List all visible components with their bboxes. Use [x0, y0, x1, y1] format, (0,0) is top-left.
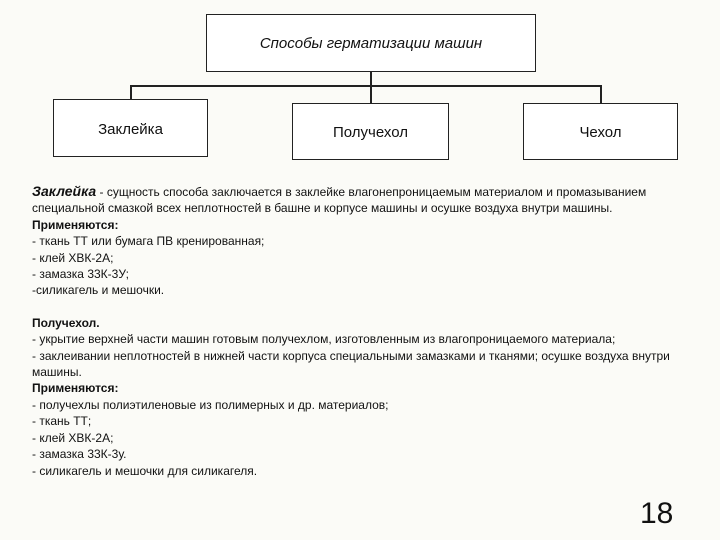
section1-intro-paragraph: [32, 183, 682, 217]
diagram-box-zakleika: [53, 99, 208, 157]
list-item: -силикагель и мешочки.: [32, 283, 165, 298]
page-number: 18: [640, 497, 674, 530]
connector-to-zakleika: [130, 85, 132, 99]
section2-line: - укрытие верхней части машин готовым получехлом, изготовленным из влагопроницаемого материала;: [32, 332, 616, 347]
diagram-box-label: Заклейка: [98, 121, 163, 138]
connector-horizontal: [130, 85, 601, 87]
connector-to-chehol: [600, 85, 602, 103]
list-item: - замазка 33К-3у.: [32, 447, 127, 462]
diagram-box-label: Получехол: [333, 124, 408, 141]
diagram-box-label: Чехол: [579, 124, 622, 141]
section2-line: - заклеивании неплотностей в нижней части корпуса специальными замазками и тканями; осушке воздуха внутри машины.: [32, 348, 670, 380]
section1-title: Заклейка: [32, 183, 97, 199]
diagram-root-box: [206, 14, 536, 72]
section1-applied-heading: Применяются:: [32, 217, 119, 232]
list-item: - силикагель и мешочки для силикагеля.: [32, 463, 258, 478]
spacer: [32, 299, 682, 315]
diagram-box-poluchehol: [292, 103, 449, 160]
list-item: - замазка 33К-3У;: [32, 267, 130, 282]
diagram-box-chehol: [523, 103, 678, 160]
list-item: - клей ХВК-2А;: [32, 430, 114, 445]
list-item: - клей ХВК-2А;: [32, 250, 114, 265]
diagram-root-label: Способы герматизации машин: [259, 34, 483, 52]
list-item: - ткань ТТ или бумага ПВ кренированная;: [32, 234, 265, 249]
connector-root-down: [370, 72, 372, 86]
connector-to-poluchehol: [370, 85, 372, 103]
section1-intro: - сущность способа заключается в заклейке влагонепроницаемым материалом и промазыванием специальной смазкой всех неплотностей в башне и корпусе машины и осушке воздуха внутри машины.: [32, 185, 647, 216]
list-item: - ткань ТТ;: [32, 414, 92, 429]
section2-applied-heading: Применяются:: [32, 381, 119, 396]
body-text: [32, 183, 682, 479]
section2-title: Получехол.: [32, 315, 100, 330]
list-item: - получехлы полиэтиленовые из полимерных и др. материалов;: [32, 397, 389, 412]
